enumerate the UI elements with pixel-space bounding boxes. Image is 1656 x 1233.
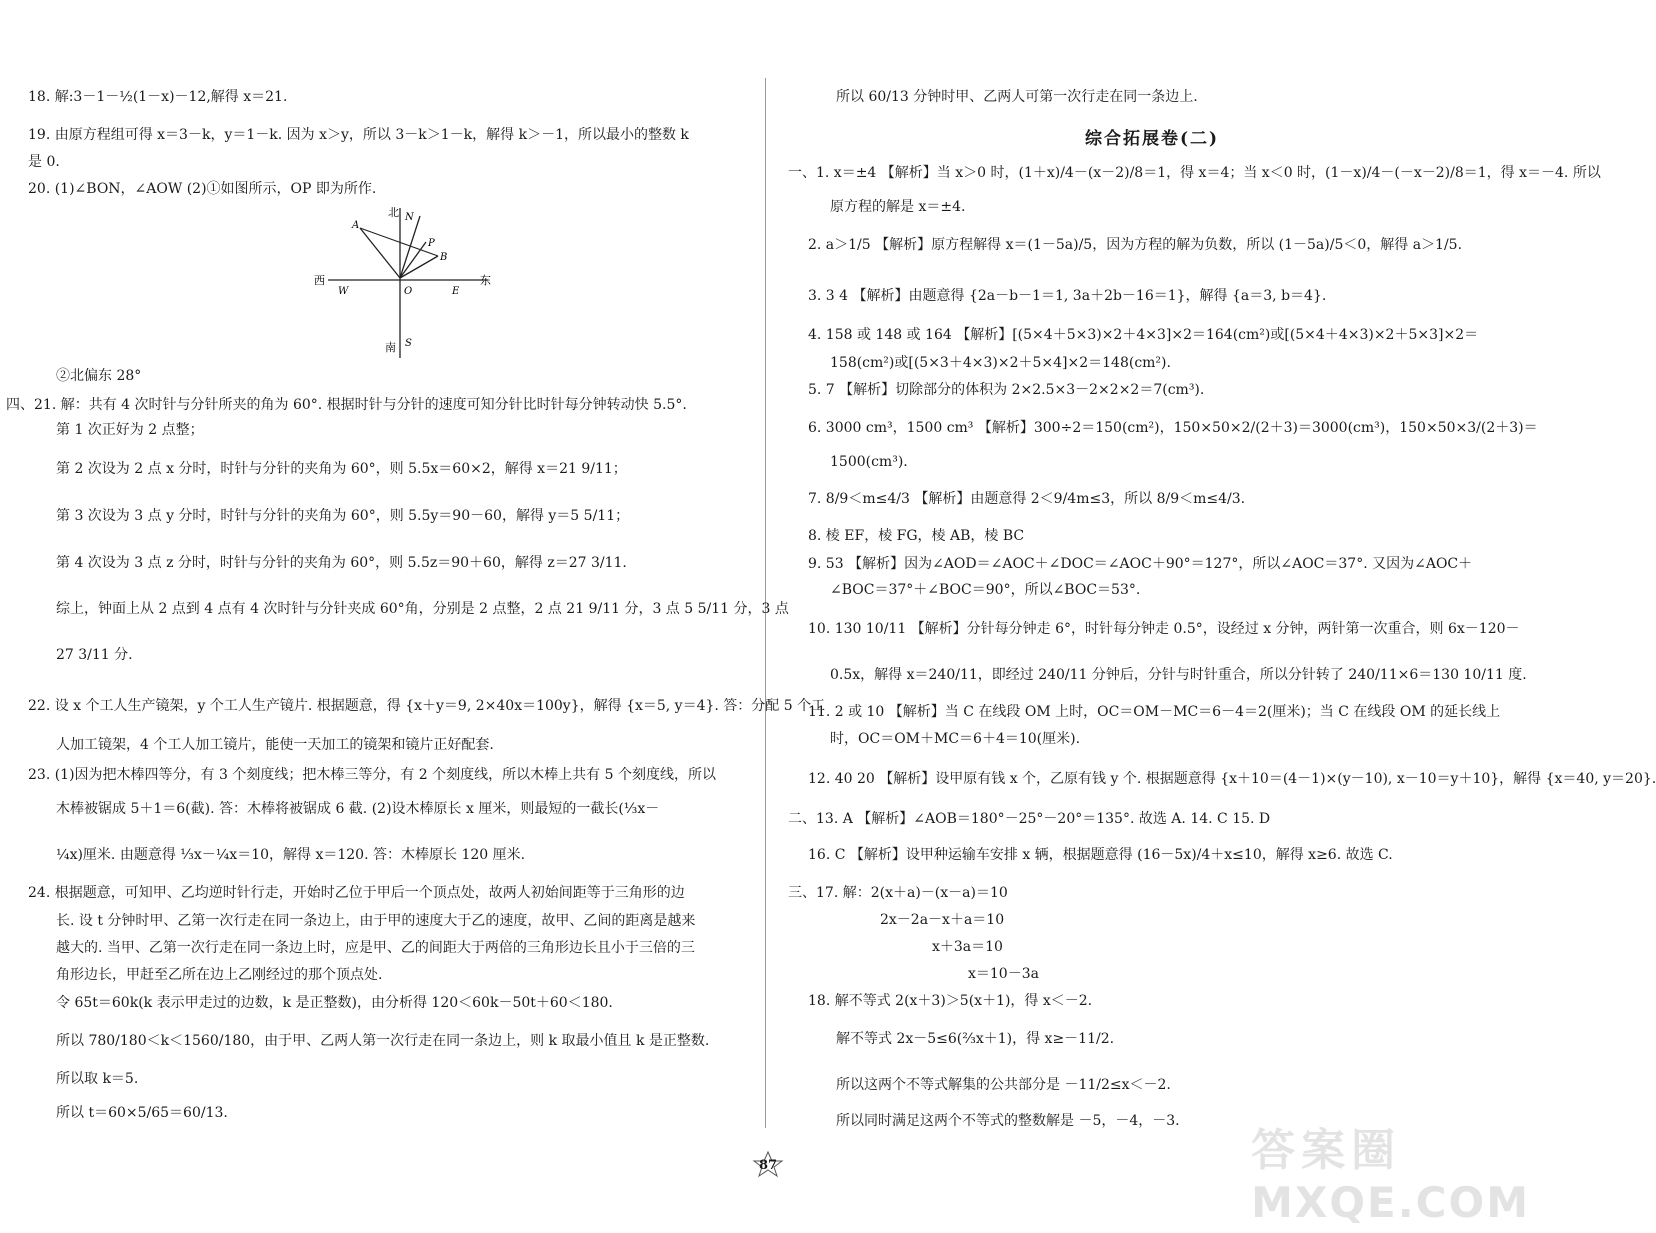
label-P: P <box>428 238 435 249</box>
label-O: O <box>404 286 413 297</box>
answer-r17: 三、17. 解：2(x＋a)－(x－a)＝10 <box>788 885 1008 901</box>
answer-r11-cont: 时，OC＝OM＋MC＝6＋4＝10(厘米). <box>830 731 1081 747</box>
answer-21-line: 第 4 次设为 3 点 z 分时，时针与分针的夹角为 60°，则 5.5z＝90＋60，解得 z＝27 3/11. <box>56 555 627 571</box>
answer-r1: 一、1. x＝±4 【解析】当 x＞0 时，(1＋x)/4－(x－2)/8＝1，得 x＝4；当 x＜0 时，(1－x)/4－(－x－2)/8＝1，得 x＝－4. 所以 <box>788 165 1601 181</box>
label-S: S <box>405 338 412 349</box>
answer-18: 18. 解:3－1－½(1－x)－12,解得 x＝21. <box>28 89 288 105</box>
answer-r17-step: x＋3a＝10 <box>932 939 1003 955</box>
label-W: W <box>338 286 349 297</box>
answer-r4: 4. 158 或 148 或 164 【解析】[(5×4＋5×3)×2＋4×3]×2＝164(cm²)或[(5×4＋4×3)×2＋5×3]×2＝ <box>808 327 1479 343</box>
answer-23-cont: ¼x)厘米. 由题意得 ⅓x－¼x＝10，解得 x＝120. 答：木棒原长 120 厘米. <box>56 847 526 863</box>
answer-r4-cont: 158(cm²)或[(5×3＋4×3)×2＋5×4]×2＝148(cm²). <box>830 355 1171 371</box>
label-east: 东 <box>480 274 491 287</box>
answer-r12: 12. 40 20 【解析】设甲原有钱 x 个，乙原有钱 y 个. 根据题意得 {x＋10＝(4－1)×(y－10), x－10＝y＋10}，解得 {x＝40, y＝20}. <box>808 771 1656 787</box>
answer-r13: 二、13. A 【解析】∠AOB＝180°－25°－20°＝135°. 故选 A. 14. C 15. D <box>788 811 1271 827</box>
answer-19: 19. 由原方程组可得 x＝3－k，y＝1－k. 因为 x＞y，所以 3－k＞1－k，解得 k＞－1，所以最小的整数 k <box>28 127 689 143</box>
label-B: B <box>440 252 448 263</box>
answer-20-2: ②北偏东 28° <box>56 368 142 384</box>
label-south: 南 <box>385 341 396 354</box>
answer-21-line: 第 2 次设为 2 点 x 分时，时针与分针的夹角为 60°，则 5.5x＝60×2，解得 x＝21 9/11； <box>56 461 627 477</box>
answer-r7: 7. 8/9＜m≤4/3 【解析】由题意得 2＜9/4m≤3，所以 8/9＜m≤4/3. <box>808 491 1246 507</box>
answer-20: 20. (1)∠BON，∠AOW (2)①如图所示，OP 即为所作. <box>28 181 377 197</box>
answer-r18: 18. 解不等式 2(x＋3)＞5(x＋1)，得 x＜－2. <box>808 993 1093 1009</box>
answer-r11: 11. 2 或 10 【解析】当 C 在线段 OM 上时，OC＝OM－MC＝6－4＝2(厘米)；当 C 在线段 OM 的延长线上 <box>808 704 1501 720</box>
answer-22: 22. 设 x 个工人生产镜架，y 个工人生产镜片. 根据题意，得 {x＋y＝9, 2×40x＝100y}，解得 {x＝5, y＝4}. 答：分配 5 个工 <box>28 698 826 714</box>
answer-r18-cont: 解不等式 2x－5≤6(⅔x＋1)，得 x≥－11/2. <box>836 1031 1115 1047</box>
answer-24-cont: 所以 780/180＜k＜1560/180，由于甲、乙两人第一次行走在同一条边上，则 k 取最小值且 k 是正整数. <box>56 1033 710 1049</box>
answer-21: 四、21. 解：共有 4 次时针与分针所夹的角为 60°. 根据时针与分针的速度可知分针比时针每分钟转动快 5.5°. <box>6 397 687 413</box>
answer-23-cont: 木棒被锯成 5＋1＝6(截). 答：木棒将被锯成 6 截. (2)设木棒原长 x 厘米，则最短的一截长(⅓x－ <box>56 801 660 817</box>
label-E: E <box>452 286 460 297</box>
answer-r18-cont: 所以这两个不等式解集的公共部分是 －11/2≤x＜－2. <box>836 1077 1171 1093</box>
label-north: 北 <box>388 206 399 219</box>
answer-r10-cont: 0.5x，解得 x＝240/11，即经过 240/11 分钟后，分针与时针重合，所以分针转了 240/11×6＝130 10/11 度. <box>830 667 1527 683</box>
answer-19-cont: 是 0. <box>28 154 60 170</box>
answer-r16: 16. C 【解析】设甲种运输车安排 x 辆，根据题意得 (16－5x)/4＋x≤10，解得 x≥6. 故选 C. <box>808 847 1393 863</box>
watermark <box>1251 1114 1530 1227</box>
answer-24-cont: 所以取 k＝5. <box>56 1071 139 1087</box>
answer-21-line: 综上，钟面上从 2 点到 4 点有 4 次时针与分针夹成 60°角，分别是 2 点整，2 点 21 9/11 分，3 点 5 5/11 分，3 点 <box>56 601 789 617</box>
answer-24-cont: 角形边长，甲赶至乙所在边上乙刚经过的那个顶点处. <box>56 967 383 983</box>
answer-r3: 3. 3 4 【解析】由题意得 {2a－b－1＝1, 3a＋2b－16＝1}，解得 {a＝3, b＝4}. <box>808 288 1327 304</box>
answer-21-line: 第 1 次正好为 2 点整； <box>56 422 204 438</box>
answer-r8: 8. 棱 EF，棱 FG，棱 AB，棱 BC <box>808 528 1025 544</box>
answer-21-line: 第 3 次设为 3 点 y 分时，时针与分针的夹角为 60°，则 5.5y＝90－60，解得 y＝5 5/11； <box>56 508 630 524</box>
answer-24: 24. 根据题意，可知甲、乙均逆时针行走，开始时乙位于甲后一个顶点处，故两人初始间距等于三角形的边 <box>28 885 685 901</box>
answer-24-cont: 越大的. 当甲、乙第一次行走在同一条边上时，应是甲、乙的间距大于两倍的三角形边长且小于三倍的三 <box>56 940 695 956</box>
page-number: 87 <box>758 1158 778 1173</box>
label-A: A <box>352 220 360 231</box>
label-N: N <box>405 212 414 223</box>
answer-r5: 5. 7 【解析】切除部分的体积为 2×2.5×3－2×2×2＝7(cm³). <box>808 382 1205 398</box>
answer-21-line: 27 3/11 分. <box>56 647 133 663</box>
answer-22-cont: 人加工镜架，4 个工人加工镜片，能使一天加工的镜架和镜片正好配套. <box>56 737 494 753</box>
answer-24-cont: 令 65t＝60k(k 表示甲走过的边数，k 是正整数)，由分析得 120＜60k－50t＋60＜180. <box>56 995 613 1011</box>
answer-24-cont: 所以 t＝60×5/65＝60/13. <box>56 1105 228 1121</box>
answer-r10: 10. 130 10/11 【解析】分针每分钟走 6°，时针每分钟走 0.5°，设经过 x 分钟，两针第一次重合，则 6x－120－ <box>808 621 1520 637</box>
answer-r9: 9. 53 【解析】因为∠AOD＝∠AOC＋∠DOC＝∠AOC＋90°＝127°，所以∠AOC＝37°. 又因为∠AOC＋ <box>808 556 1473 572</box>
watermark-top: 答案圈 <box>1251 1125 1402 1176</box>
answer-r2: 2. a＞1/5 【解析】原方程解得 x＝(1－5a)/5，因为方程的解为负数，所以 (1－5a)/5＜0，解得 a＞1/5. <box>808 237 1463 253</box>
answer-24-cont: 长. 设 t 分钟时甲、乙第一次行走在同一条边上，由于甲的速度大于乙的速度，故甲、乙间的距离是越来 <box>56 913 696 929</box>
answer-r1-cont: 原方程的解是 x＝±4. <box>830 199 966 215</box>
answer-24-end: 所以 60/13 分钟时甲、乙两人可第一次行走在同一条边上. <box>836 89 1198 105</box>
section-title: 综合拓展卷(二) <box>1085 129 1220 149</box>
watermark-bottom: MXQE.COM <box>1251 1178 1530 1227</box>
label-west: 西 <box>314 274 325 287</box>
answer-r17-step: 2x－2a－x＋a＝10 <box>880 912 1005 928</box>
answer-r18-cont: 所以同时满足这两个不等式的整数解是 －5，－4，－3. <box>836 1113 1180 1129</box>
answer-r6: 6. 3000 cm³，1500 cm³ 【解析】300÷2＝150(cm²)，150×50×2/(2＋3)＝3000(cm³)，150×50×3/(2＋3)＝ <box>808 420 1538 436</box>
answer-r9-cont: ∠BOC＝37°＋∠BOC＝90°，所以∠BOC＝53°. <box>830 582 1141 598</box>
compass-diagram <box>308 198 508 363</box>
answer-r6-cont: 1500(cm³). <box>830 454 908 470</box>
answer-r17-step: x＝10－3a <box>968 966 1039 982</box>
answer-23: 23. (1)因为把木棒四等分，有 3 个刻度线；把木棒三等分，有 2 个刻度线，所以木棒上共有 5 个刻度线，所以 <box>28 767 716 783</box>
